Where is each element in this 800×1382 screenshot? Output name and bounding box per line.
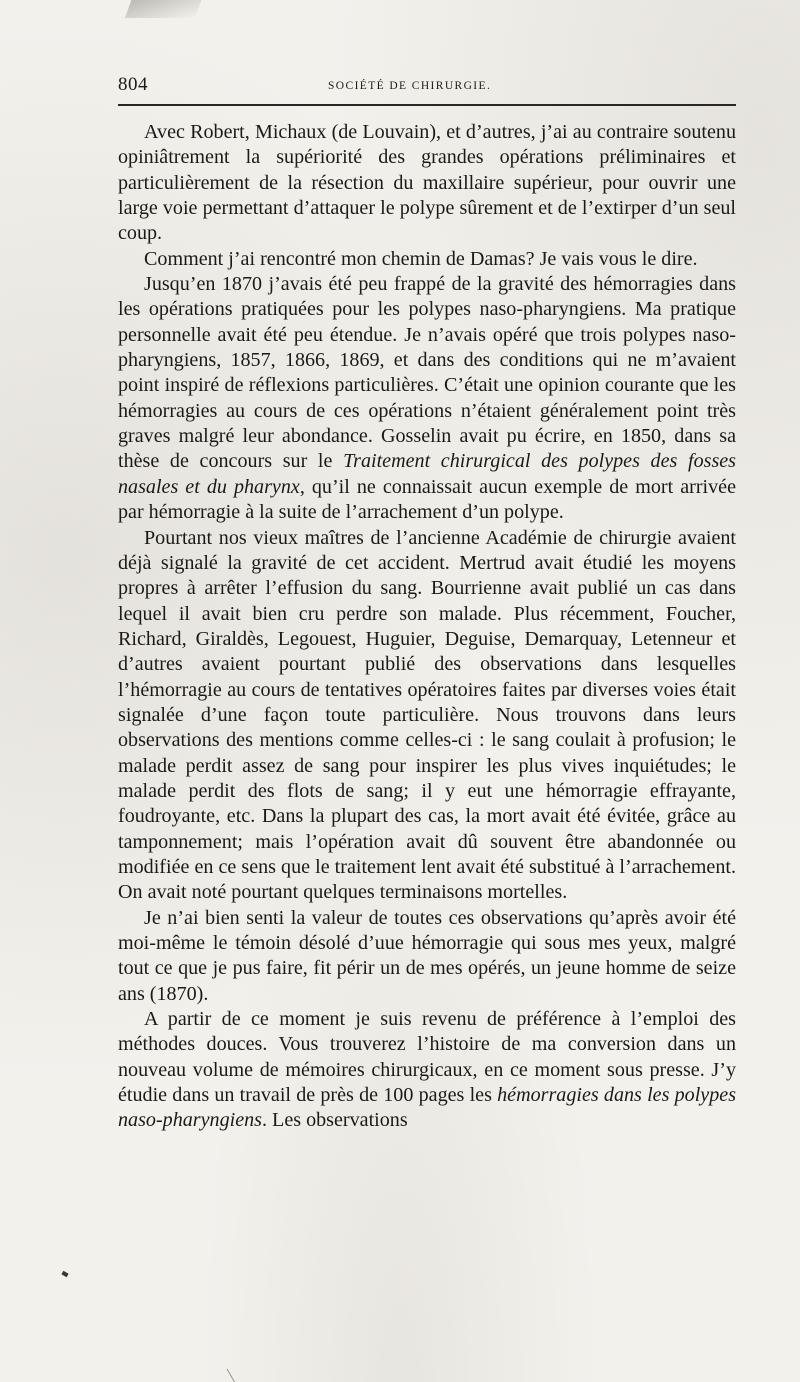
- body-text: [118, 120, 736, 1134]
- paragraph-3-text-end: , qu’il ne connaissait aucun exemple de mort arrivée par hémorragie à la suite de l’arrachement d’un polype.: [118, 475, 736, 524]
- page-number: 804: [118, 74, 148, 95]
- paragraph-3-text-start: Jusqu’en 1870 j’avais été peu frappé de la gravité des hémorragies dans les opérations pratiquées pour les polypes naso-pharyngiens. Ma pratique personnelle avait été peu étendue. Je n’avais opéré que trois polypes naso-pharyngiens, 1857, 1866, 1869, et dans des conditions qui ne m’avaient point inspiré de réflexions particulières. C’était une opinion courante que les hémorragies au cours de ces opérations n’étaient généralement point très graves malgré leur abondance. Gosselin avait pu écrire, en 1850, dans sa thèse de concours sur le: [118, 273, 736, 473]
- paragraph-3: [118, 272, 736, 525]
- paragraph-2: Comment j’ai rencontré mon chemin de Damas? Je vais vous le dire.: [144, 247, 698, 270]
- paragraph-6-text-end: . Les observations: [262, 1109, 408, 1132]
- scan-smudge: [125, 0, 205, 18]
- running-title: SOCIÉTÉ DE CHIRURGIE.: [328, 80, 492, 92]
- scan-mark: [227, 1354, 265, 1382]
- page-header: [118, 74, 736, 100]
- book-title-italic: Traitement chirurgical des polypes des fosses nasales et du pharynx: [118, 450, 736, 498]
- paragraph-5: Je n’ai bien senti la valeur de toutes ces observations qu’après avoir été moi-même le témoin désolé d’uue hémorragie qui sous mes yeux, malgré tout ce que je pus faire, fit périr un de mes opérés, un jeune homme de seize ans (1870).: [118, 906, 736, 1005]
- paragraph-6-text-start: A partir de ce moment je suis revenu de préférence à l’emploi des méthodes douces. Vous trouverez l’histoire de ma conversion dans un nouveau volume de mémoires chirurgicaux, en ce moment sous presse. J’y étudie dans un travail de près de 100 pages les: [118, 1008, 736, 1107]
- paragraph-4: Pourtant nos vieux maîtres de l’ancienne Académie de chirurgie avaient déjà signalé la gravité de cet accident. Mertrud avait étudié les moyens propres à arrêter l’effusion du sang. Bourrienne avait publié un cas dans lequel il avait bien cru perdre son malade. Plus récemment, Foucher, Richard, Giraldès, Legouest, Huguier, Deguise, Demarquay, Letenneur et d’autres avaient pourtant publié des observations dans lesquelles l’hémorragie au cours de tentatives opératoires faites par diverses voies était signalée d’une façon toute particulière. Nous trouvons dans leurs observations des mentions comme celles-ci : le sang coulait à profusion; le malade perdit assez de sang pour inspirer les plus vives inquiétudes; le malade perdit des flots de sang; il y eut une hémorragie effrayante, foudroyante, etc. Dans la plupart des cas, la mort avait été évitée, grâce au tamponnement; mais l’opération avait dû souvent être abandonnée ou modifiée en ce sens que le traitement lent avait été substitué à l’arrachement. On avait noté pourtant quelques terminaisons mortelles.: [118, 526, 736, 904]
- header-rule: [118, 104, 736, 106]
- paragraph-6: [118, 1007, 736, 1134]
- ink-speck: [61, 1271, 68, 1277]
- study-title-italic: hémorragies dans les polypes naso-pharyngiens: [118, 1084, 737, 1132]
- paragraph-1: Avec Robert, Michaux (de Louvain), et d’autres, j’ai au contraire soutenu opiniâtrement la supériorité des grandes opérations préliminaires et particulièrement de la résection du maxillaire supérieur, pour ouvrir une large voie permettant d’attaquer le polype sûrement et de l’extirper d’un seul coup.: [118, 121, 736, 245]
